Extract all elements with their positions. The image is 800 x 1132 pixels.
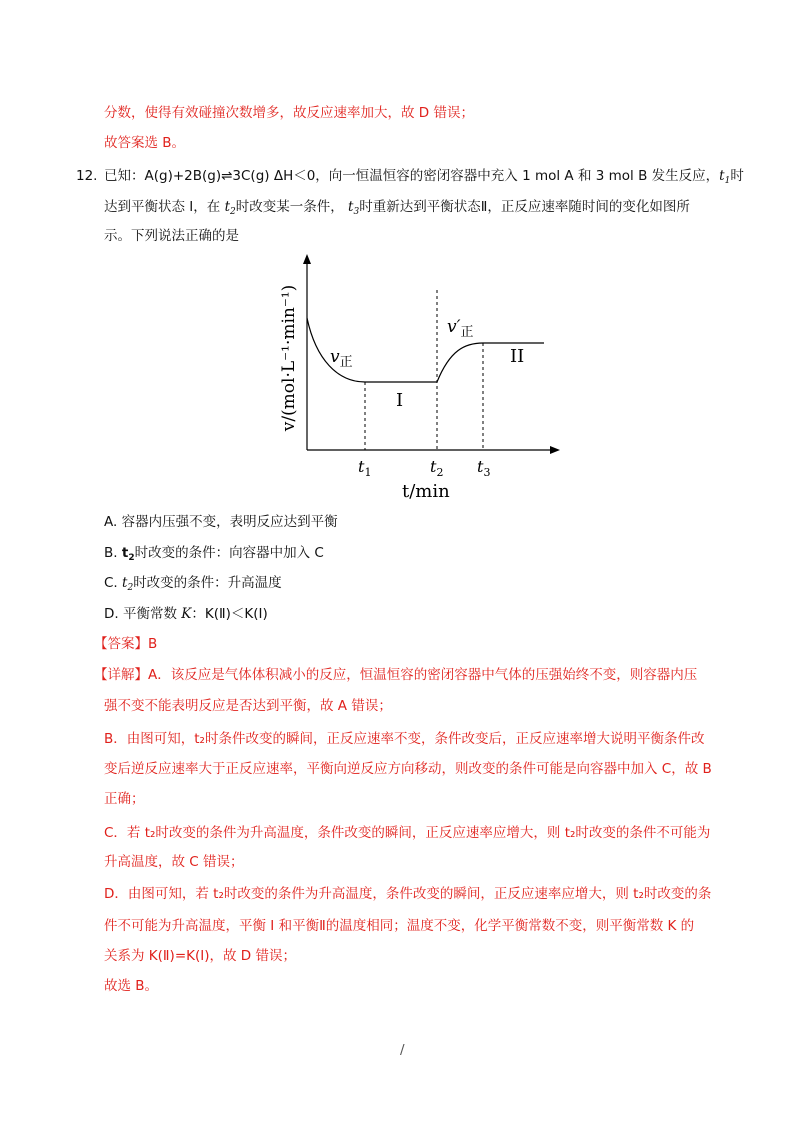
t3-symbol: t — [348, 199, 354, 215]
analysis-line-b1: B．由图可知，t₂时条件改变的瞬间，正反应速率不变，条件改变后，正反应速率增大说明平衡条件改 — [104, 731, 705, 747]
analysis-line-a1 — [94, 665, 697, 685]
t2-symbol: t — [224, 199, 231, 215]
tick-label-t3: $t_3$ — [477, 457, 491, 479]
y-axis-arrow — [303, 254, 311, 264]
analysis-line-d3: 关系为 K(Ⅱ)=K(Ⅰ)，故 D 错误； — [104, 948, 296, 964]
rate-time-chart — [270, 250, 570, 505]
analysis-line-d2: 件不可能为升高温度，平衡 Ⅰ 和平衡Ⅱ的温度相同；温度不变，化学平衡常数不变，则平衡常数 K 的 — [104, 918, 695, 934]
t3-sub: 3 — [353, 207, 360, 217]
t2-sub: 2 — [230, 207, 236, 217]
option-a: A. 容器内压强不变，表明反应达到平衡 — [104, 514, 338, 530]
footer-mark: / — [400, 1042, 405, 1058]
question-line-2 — [104, 197, 690, 222]
analysis-line-a2: 强不变不能表明反应是否达到平衡，故 A 错误； — [104, 698, 392, 714]
option-d-text: ：K(Ⅱ)＜K(Ⅰ) — [191, 606, 268, 622]
option-b — [104, 543, 324, 568]
question-number: 12. — [76, 168, 98, 184]
answer-value: B — [148, 636, 158, 652]
question-line-2-b: 时改变某一条件， — [235, 199, 349, 215]
v-forward-prime-curve — [437, 343, 544, 382]
state-1-label: I — [396, 390, 404, 411]
prev-text-line-2: 故答案选 B。 — [104, 135, 186, 151]
option-d — [104, 604, 268, 624]
question-conditions: 3C(g) ΔH＜0，向一恒温恒容的密闭容器中充入 1 mol A 和 3 mol B 发生反应， — [232, 168, 720, 184]
prev-text-line-1: 分数，使得有效碰撞次数增多，故反应速率加大，故 D 错误； — [104, 105, 474, 121]
question-reactants: 已知：A(g)+2B(g) — [104, 168, 222, 184]
option-b-text: 时改变的条件：向容器中加入 C — [134, 545, 324, 561]
option-d-k: K — [181, 606, 192, 622]
option-c-text: 时改变的条件：升高温度 — [133, 575, 282, 591]
equilibrium-arrow: ⇌ — [221, 168, 233, 184]
option-c-t: t — [122, 575, 128, 591]
option-c-sub: 2 — [127, 583, 134, 593]
t1-symbol: t — [719, 168, 725, 184]
tick-label-t1: $t_1$ — [358, 457, 372, 479]
option-b-t: t — [121, 545, 129, 561]
tick-label-t2: $t_2$ — [430, 457, 444, 479]
question-line-1 — [104, 166, 744, 191]
t1-sub: 1 — [724, 176, 731, 186]
analysis-a1-text: A．该反应是气体体积减小的反应，恒温恒容的密闭容器中气体的压强始终不变，则容器内压 — [148, 667, 698, 683]
analysis-line-b3: 正确； — [104, 791, 145, 807]
option-c-prefix: C. — [104, 575, 123, 591]
analysis-line-d1: D．由图可知，若 t₂时改变的条件为升高温度，条件改变的瞬间，正反应速率应增大，则 t₂时改变的条 — [104, 886, 712, 902]
question-line-3: 示。下列说法正确的是 — [104, 228, 239, 244]
v-forward-curve — [307, 318, 437, 382]
analysis-end: 故选 B。 — [104, 978, 159, 994]
option-b-sub: 2 — [128, 553, 135, 563]
question-line-1-end: 时 — [730, 168, 744, 184]
option-b-prefix: B. — [104, 545, 122, 561]
question-line-2-c: 时重新达到平衡状态Ⅱ，正反应速率随时间的变化如图所 — [359, 199, 690, 215]
answer-bracket: 【答案】 — [94, 636, 148, 652]
v-forward-label: $v_正$ — [330, 347, 353, 370]
analysis-bracket: 【详解】 — [94, 667, 148, 683]
analysis-line-c2: 升高温度，故 C 错误； — [104, 854, 244, 870]
analysis-line-b2: 变后逆反应速率大于正反应速率，平衡向逆反应方向移动，则改变的条件可能是向容器中加入 C，故 B — [104, 761, 712, 777]
option-d-prefix: D. 平衡常数 — [104, 606, 182, 622]
state-2-label: II — [510, 346, 525, 367]
answer — [94, 634, 157, 654]
question-line-2-a: 达到平衡状态 Ⅰ，在 — [104, 199, 225, 215]
x-axis-label: t/min — [402, 481, 450, 502]
y-axis-label: v/(mol·L⁻¹·min⁻¹) — [279, 284, 299, 432]
option-c — [104, 573, 282, 598]
x-axis-arrow — [550, 446, 560, 454]
analysis-line-c1: C．若 t₂时改变的条件为升高温度，条件改变的瞬间，正反应速率应增大，则 t₂时改变的条件不可能为 — [104, 825, 711, 841]
v-forward-prime-label: $v'_正$ — [447, 317, 474, 340]
